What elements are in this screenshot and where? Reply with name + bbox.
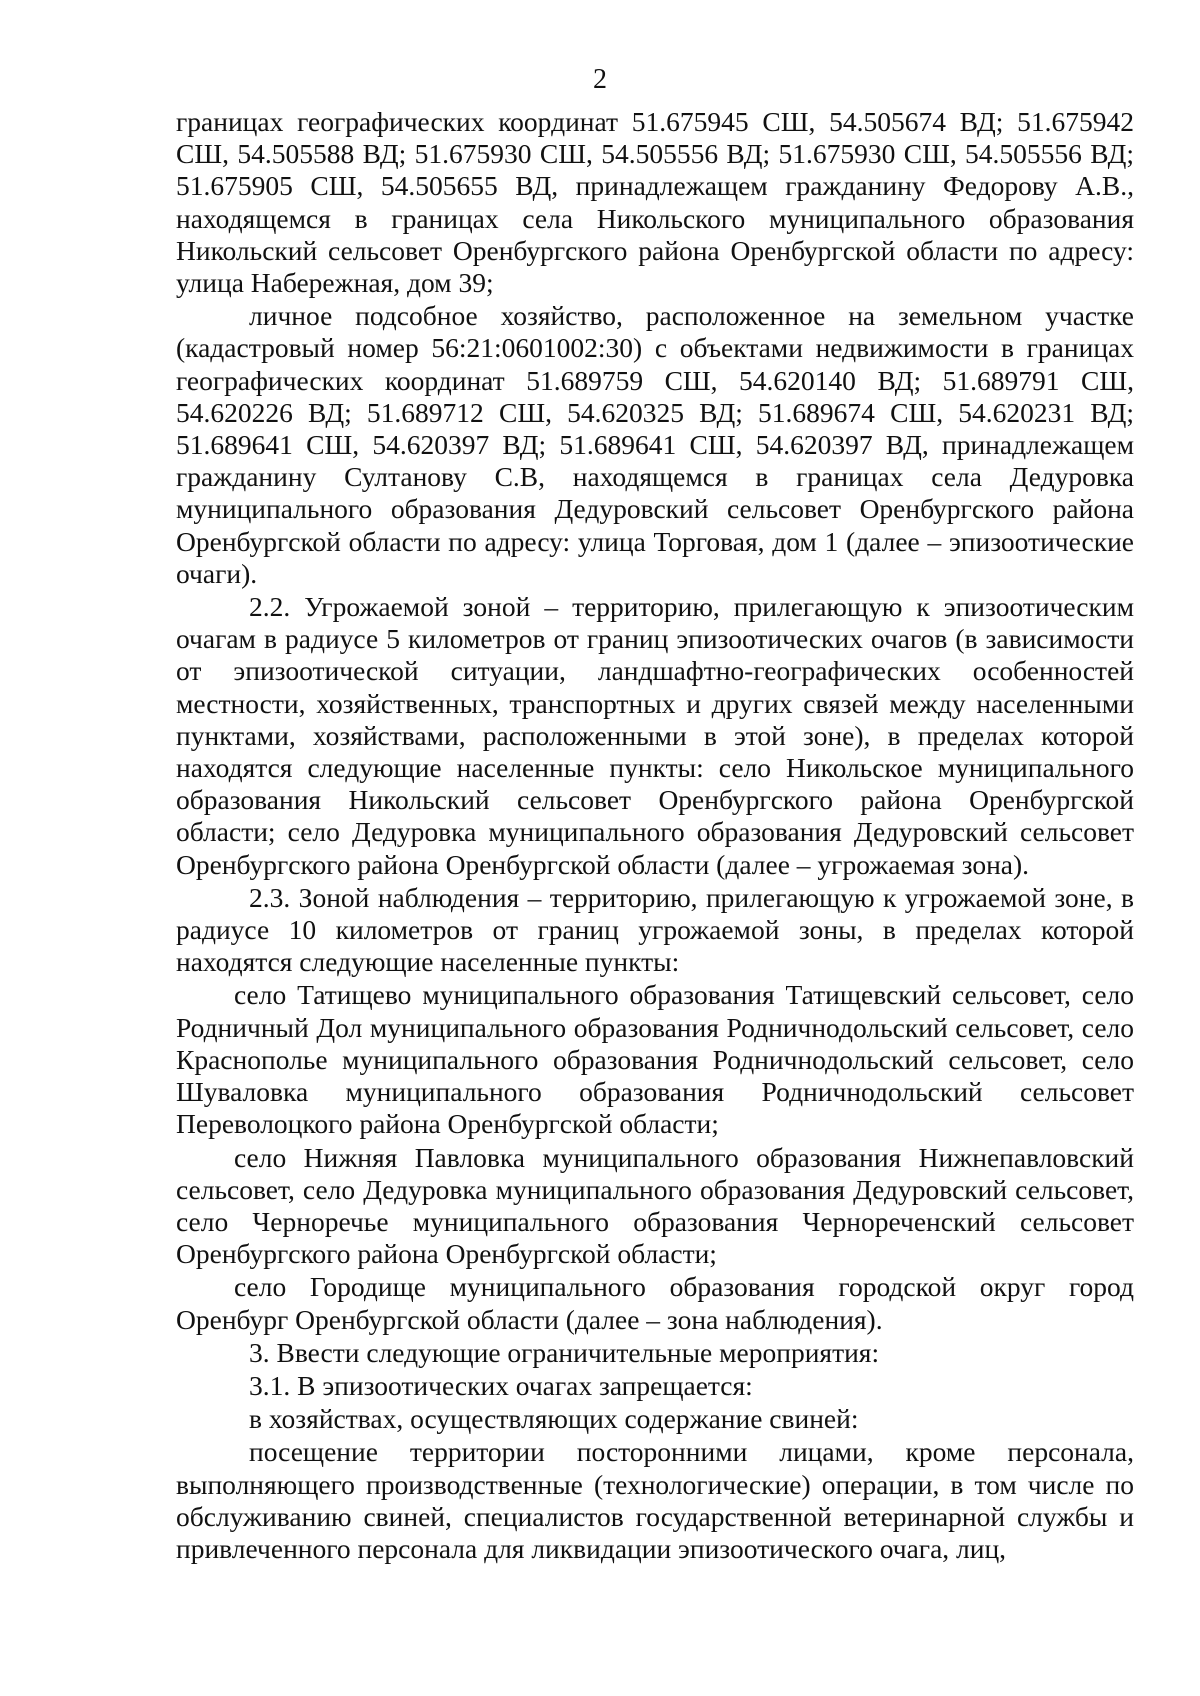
paragraph-foci-prohibited: 3.1. В эпизоотических очагах запрещается: <box>249 1369 753 1401</box>
page-number: 2 <box>593 64 607 95</box>
paragraph-coordinates-fedorov: границах географических координат 51.675945 СШ, 54.505674 ВД; 51.675942 СШ, 54.505588 ВД; 51.675930 СШ, 54.505556 ВД; 51.675930 СШ, 54.505556 ВД; 51.675905 СШ, 54.505655 ВД, принадлежащем гражданину Федорову А.В., находящемся в границах села Никольского муниципального образования Никольский сельсовет Оренбургского района Оренбургской области по адресу: улица Набережная, дом 39; <box>176 106 1134 299</box>
paragraph-gorodishche: село Городище муниципального образования городской округ город Оренбург Оренбургской области (далее – зона наблюдения). <box>176 1271 1134 1335</box>
paragraph-sultanov-farm: личное подсобное хозяйство, расположенное на земельном участке (кадастровый номер 56:21:0601002:30) с объектами недвижимости в границах географических координат 51.689759 СШ, 54.620140 ВД; 51.689791 СШ, 54.620226 ВД; 51.689712 СШ, 54.620325 ВД; 51.689674 СШ, 54.620231 ВД; 51.689641 СШ, 54.620397 ВД; 51.689641 СШ, 54.620397 ВД, принадлежащем гражданину Султанову С.В, находящемся в границах села Дедуровка муниципального образования Дедуровский сельсовет Оренбургского района Оренбургской области по адресу: улица Торговая, дом 1 (далее – эпизоотические очаги). <box>176 300 1134 589</box>
paragraph-observation-zone: 2.3. Зоной наблюдения – территорию, прилегающую к угрожаемой зоне, в радиусе 10 километров от границ угрожаемой зоны, в пределах которой находятся следующие населенные пункты: <box>176 881 1134 978</box>
paragraph-threatened-zone: 2.2. Угрожаемой зоной – территорию, прилегающую к эпизоотическим очагам в радиусе 5 километров от границ эпизоотических очагов (в зависимости от эпизоотической ситуации, ландшафтно-географических особенностей местности, хозяйственных, транспортных и других связей между населенными пунктами, хозяйствами, расположенными в этой зоне), в пределах которой находятся следующие населенные пункты: село Никольское муниципального образования Никольский сельсовет Оренбургского района Оренбургской области; село Дедуровка муниципального образования Дедуровский сельсовет Оренбургского района Оренбургской области (далее – угрожаемая зона). <box>176 591 1134 880</box>
paragraph-orenburg-district-villages: село Нижняя Павловка муниципального образования Нижнепавловский сельсовет, село Дедуровка муниципального образования Дедуровский сельсовет, село Черноречье муниципального образования Чернореченский сельсовет Оренбургского района Оренбургской области; <box>176 1141 1134 1270</box>
paragraph-pig-farms: в хозяйствах, осуществляющих содержание свиней: <box>249 1403 859 1435</box>
document-body <box>176 106 1134 1566</box>
paragraph-perevolotsky-villages: село Татищево муниципального образования Татищевский сельсовет, село Родничный Дол муниципального образования Родничнодольский сельсовет, село Краснополье муниципального образования Родничнодольский сельсовет, село Шуваловка муниципального образования Родничнодольский сельсовет Переволоцкого района Оренбургской области; <box>176 979 1134 1140</box>
paragraph-restrictive-measures: 3. Ввести следующие ограничительные мероприятия: <box>249 1336 880 1368</box>
paragraph-visiting-territory: посещение территории посторонними лицами, кроме персонала, выполняющего производственные (технологические) операции, в том числе по обслуживанию свиней, специалистов государственной ветеринарной службы и привлеченного персонала для ликвидации эпизоотического очага, лиц, <box>176 1436 1134 1564</box>
